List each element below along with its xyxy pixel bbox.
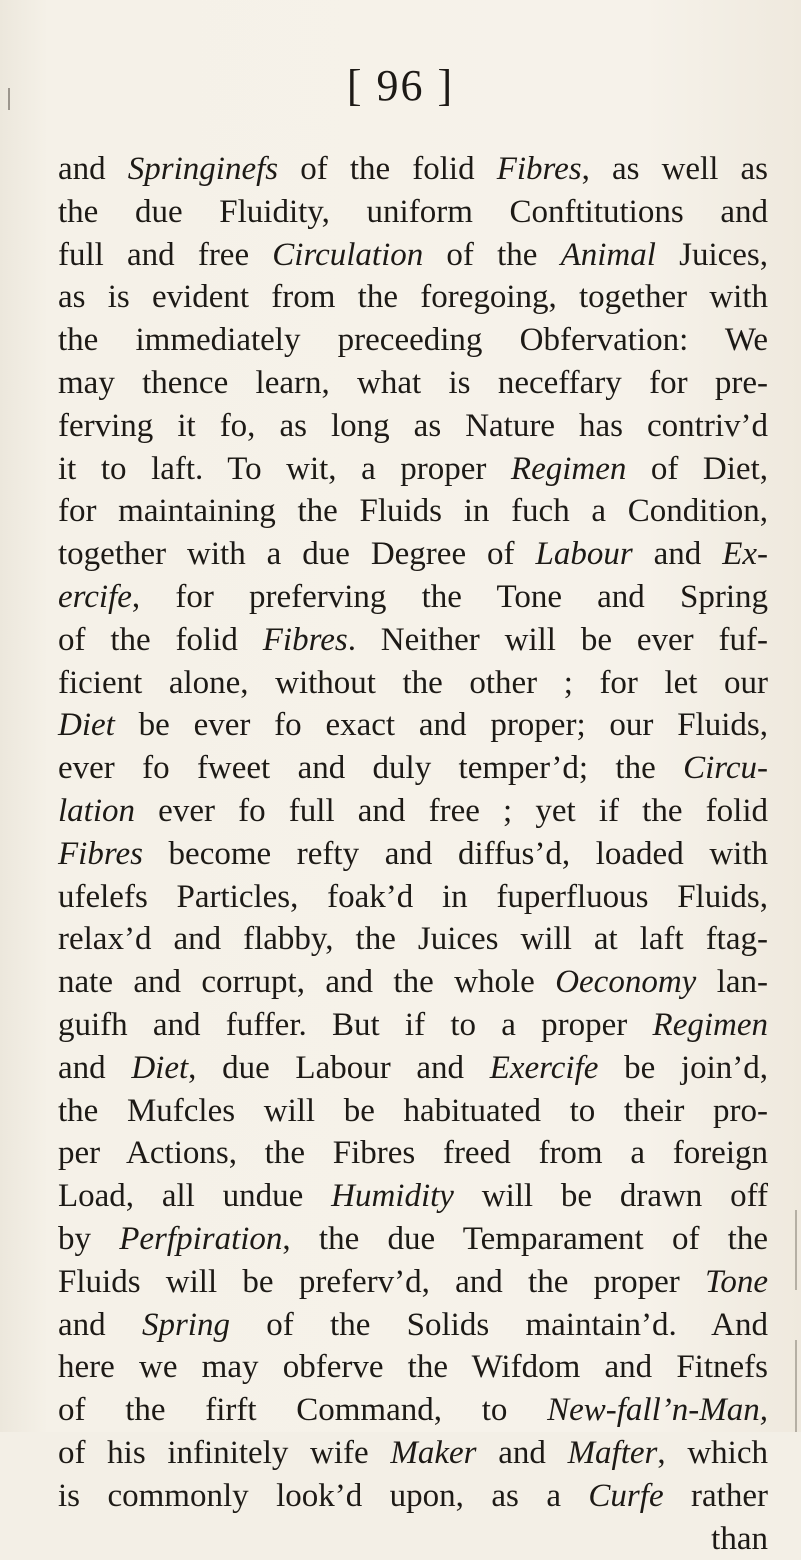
text-line xyxy=(58,662,768,705)
italic-text: Springinefs xyxy=(128,151,278,187)
text-line xyxy=(58,576,768,619)
italic-text: Ex- xyxy=(722,536,768,572)
text-run: and xyxy=(58,151,128,187)
text-line xyxy=(58,1175,768,1218)
italic-text: Animal xyxy=(561,237,656,273)
text-run: . Neither will be ever fuf- xyxy=(348,622,768,658)
text-run: Load, all undue xyxy=(58,1178,331,1214)
italic-text: Fibres xyxy=(58,836,143,872)
text-line xyxy=(58,1389,768,1432)
text-run: the due Fluidity, uniform Conftitutions and xyxy=(58,194,768,230)
text-run: ever fo full and free ; yet if the folid xyxy=(135,793,768,829)
page-edge-shadow xyxy=(795,1340,797,1432)
text-run: ufelefs Particles, foak’d in fuperfluous Fluids, xyxy=(58,879,768,915)
text-line xyxy=(58,1518,768,1560)
text-line xyxy=(58,362,768,405)
italic-text: Regimen xyxy=(653,1007,768,1043)
text-run: than xyxy=(711,1521,768,1557)
text-run: of the xyxy=(423,237,560,273)
text-line xyxy=(58,405,768,448)
text-run: of the Solids maintain’d. And xyxy=(230,1307,768,1343)
text-run: ferving it fo, as long as Nature has contriv’d xyxy=(58,408,768,444)
text-line xyxy=(58,876,768,919)
text-run: will be drawn off xyxy=(454,1178,768,1214)
text-line xyxy=(58,1218,768,1261)
text-run: and xyxy=(477,1435,568,1471)
text-run: , for preferving the Tone and Spring xyxy=(132,579,768,615)
text-line xyxy=(58,490,768,533)
italic-text: Exercife xyxy=(490,1050,599,1086)
text-line xyxy=(58,1346,768,1389)
text-line xyxy=(58,533,768,576)
text-run: may thence learn, what is neceffary for pre- xyxy=(58,365,768,401)
page-edge-shadow xyxy=(795,1210,797,1290)
page-number: [ 96 ] xyxy=(0,64,801,108)
italic-text: Mafter xyxy=(568,1435,658,1471)
italic-text: New-fall’n-Man, xyxy=(547,1392,768,1428)
text-line xyxy=(58,148,768,191)
text-line xyxy=(58,1090,768,1133)
text-run: of Diet, xyxy=(626,451,768,487)
text-line xyxy=(58,1047,768,1090)
text-line xyxy=(58,1132,768,1175)
text-line xyxy=(58,448,768,491)
text-run: per Actions, the Fibres freed from a foreign xyxy=(58,1135,768,1171)
text-line xyxy=(58,918,768,961)
text-line xyxy=(58,1004,768,1047)
text-line xyxy=(58,276,768,319)
text-run: and xyxy=(58,1307,142,1343)
italic-text: Curfe xyxy=(588,1478,663,1514)
text-run: be ever fo exact and proper; our Fluids, xyxy=(115,707,768,743)
text-run: guifh and fuffer. But if to a proper xyxy=(58,1007,653,1043)
text-run: full and free xyxy=(58,237,272,273)
italic-text: Diet xyxy=(131,1050,188,1086)
body-text xyxy=(58,148,768,1560)
text-line xyxy=(58,234,768,277)
text-line xyxy=(58,1432,768,1475)
italic-text: Circulation xyxy=(272,237,423,273)
italic-text: Maker xyxy=(390,1435,476,1471)
text-run: ever fo fweet and duly temper’d; the xyxy=(58,750,683,786)
text-line xyxy=(58,961,768,1004)
text-run: be join’d, xyxy=(598,1050,768,1086)
text-line xyxy=(58,1475,768,1518)
italic-text: Labour xyxy=(535,536,632,572)
text-run: the Mufcles will be habituated to their pro- xyxy=(58,1093,768,1129)
text-line xyxy=(58,747,768,790)
text-line xyxy=(58,704,768,747)
italic-text: Spring xyxy=(142,1307,230,1343)
italic-text: Humidity xyxy=(331,1178,454,1214)
text-line xyxy=(58,319,768,362)
text-run: of the folid xyxy=(58,622,263,658)
text-run: become refty and diffus’d, loaded with xyxy=(143,836,768,872)
italic-text: ercife xyxy=(58,579,132,615)
italic-text: Tone xyxy=(705,1264,768,1300)
text-run: for maintaining the Fluids in fuch a Condition, xyxy=(58,493,768,529)
text-run: Fluids will be preferv’d, and the proper xyxy=(58,1264,705,1300)
text-run: it to laft. To wit, a proper xyxy=(58,451,511,487)
text-line xyxy=(58,619,768,662)
text-run: , due Labour and xyxy=(188,1050,490,1086)
text-line xyxy=(58,790,768,833)
text-run: , which xyxy=(657,1435,768,1471)
text-run: of the firft Command, to xyxy=(58,1392,547,1428)
italic-text: Circu- xyxy=(683,750,768,786)
text-run: rather xyxy=(664,1478,768,1514)
text-line xyxy=(58,1261,768,1304)
italic-text: Perfpiration xyxy=(119,1221,282,1257)
text-run: here we may obferve the Wifdom and Fitnefs xyxy=(58,1349,768,1385)
text-line xyxy=(58,833,768,876)
text-run: and xyxy=(633,536,723,572)
text-run: relax’d and flabby, the Juices will at laft ftag- xyxy=(58,921,768,957)
text-run: Juices, xyxy=(656,237,768,273)
text-run: as is evident from the foregoing, together with xyxy=(58,279,768,315)
text-run: by xyxy=(58,1221,119,1257)
text-run: the immediately preceeding Obfervation: We xyxy=(58,322,768,358)
text-line xyxy=(58,1304,768,1347)
text-run: and xyxy=(58,1050,131,1086)
text-run: lan- xyxy=(696,964,768,1000)
text-run: of his infinitely wife xyxy=(58,1435,390,1471)
text-run: , as well as xyxy=(582,151,768,187)
italic-text: lation xyxy=(58,793,135,829)
italic-text: Regimen xyxy=(511,451,626,487)
italic-text: Fibres xyxy=(497,151,582,187)
text-run: together with a due Degree of xyxy=(58,536,535,572)
text-run: , the due Temparament of the xyxy=(282,1221,768,1257)
italic-text: Diet xyxy=(58,707,115,743)
text-run: ficient alone, without the other ; for let our xyxy=(58,665,768,701)
text-run: of the folid xyxy=(278,151,497,187)
text-line xyxy=(58,191,768,234)
italic-text: Oeconomy xyxy=(555,964,696,1000)
text-run: is commonly look’d upon, as a xyxy=(58,1478,588,1514)
text-run: nate and corrupt, and the whole xyxy=(58,964,555,1000)
italic-text: Fibres xyxy=(263,622,348,658)
